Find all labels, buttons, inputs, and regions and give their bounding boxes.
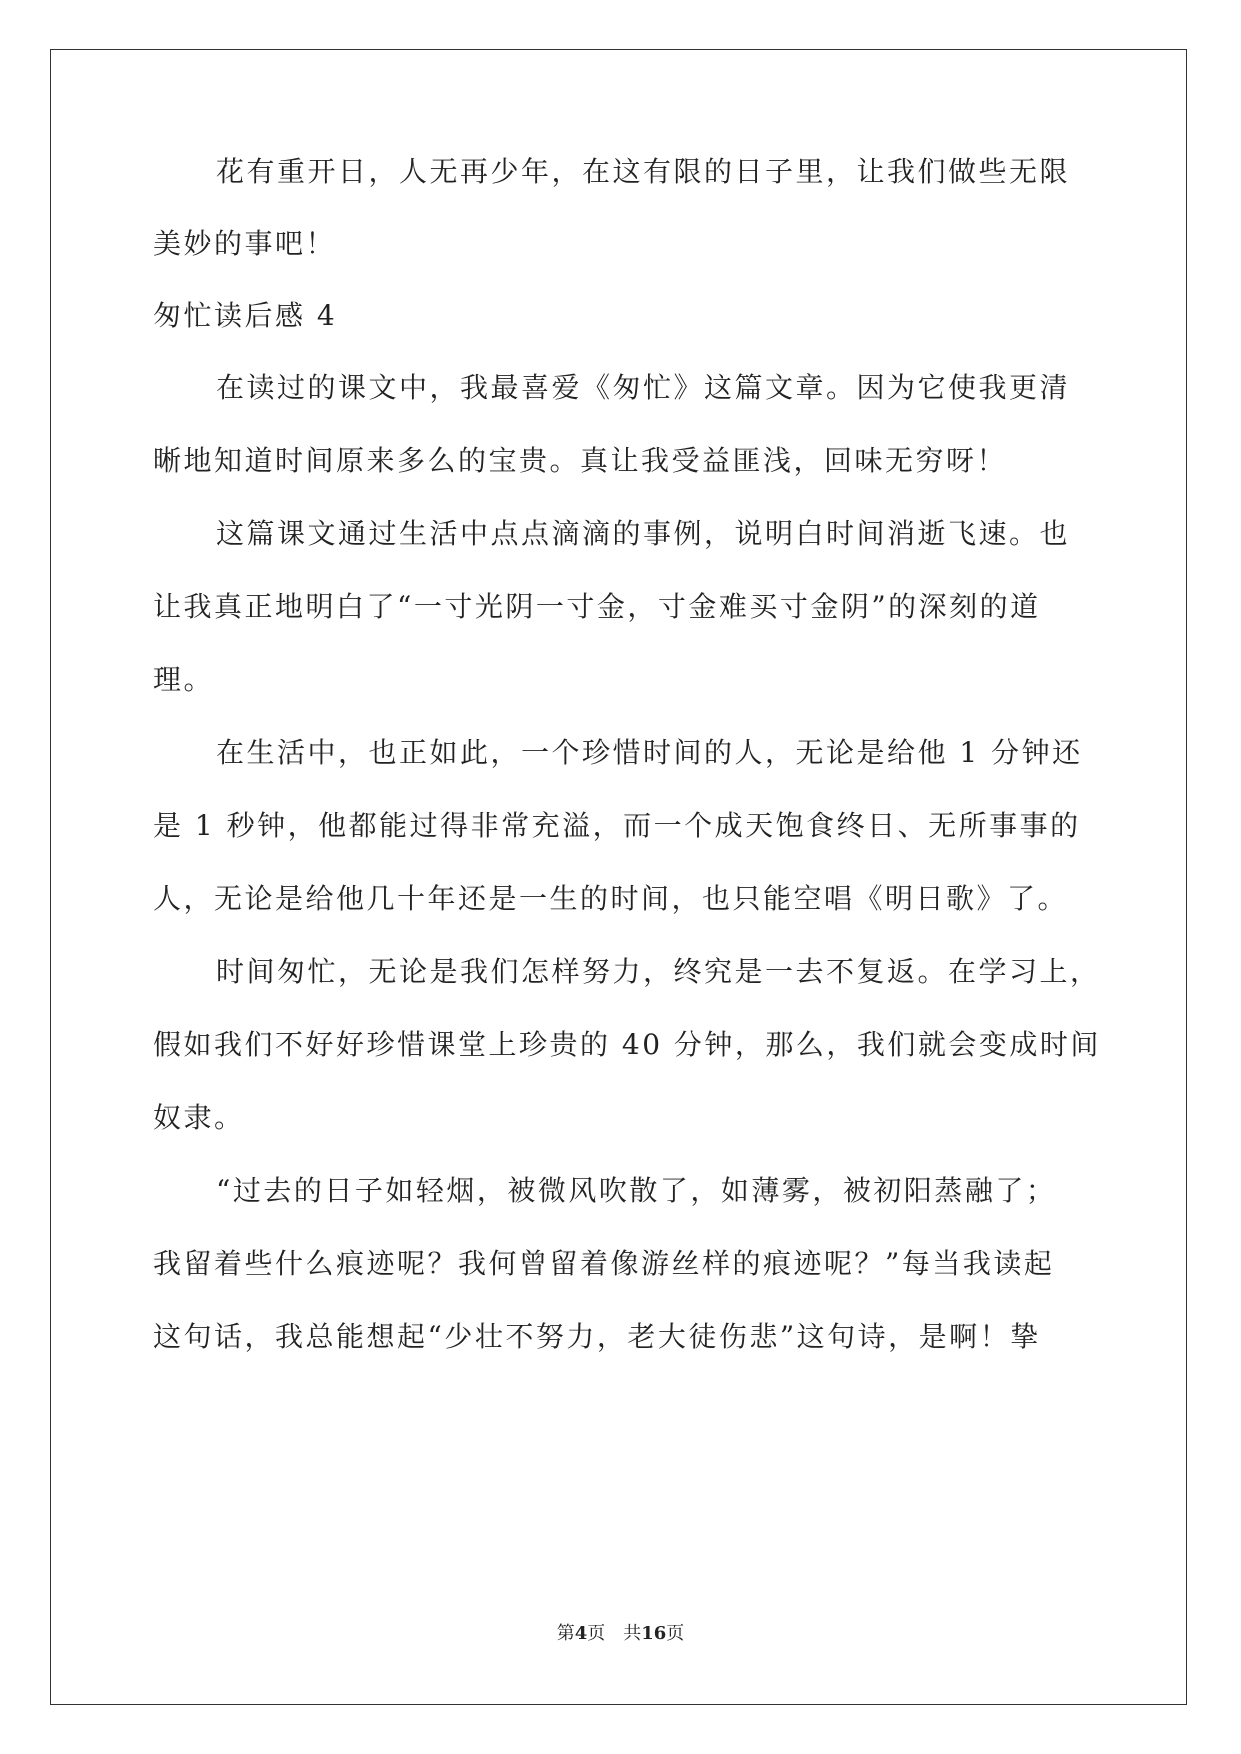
paragraph-line: 美妙的事吧！ (153, 227, 337, 260)
footer-page-suffix: 页 (587, 1623, 606, 1644)
paragraph-line: 理。 (153, 663, 215, 696)
paragraph-line: 假如我们不好好珍惜课堂上珍贵的 40 分钟，那么，我们就会变成时间 (153, 1028, 1101, 1061)
paragraph-line: 人，无论是给他几十年还是一生的时间，也只能空唱《明日歌》了。 (153, 882, 1069, 915)
paragraph-line: 我留着些什么痕迹呢？我何曾留着像游丝样的痕迹呢？”每当我读起 (153, 1247, 1055, 1280)
paragraph-line: 在生活中，也正如此，一个珍惜时间的人，无论是给他 1 分钟还 (216, 736, 1083, 769)
paragraph-line: 在读过的课文中，我最喜爱《匆忙》这篇文章。因为它使我更清 (216, 371, 1071, 404)
paragraph-line: 花有重开日，人无再少年，在这有限的日子里，让我们做些无限 (216, 155, 1071, 188)
total-pages: 16 (641, 1623, 667, 1644)
footer-total-suffix: 页 (666, 1623, 685, 1644)
paragraph-line: 晰地知道时间原来多么的宝贵。真让我受益匪浅，回味无穷呀！ (153, 444, 1008, 477)
paragraph-line: 这篇课文通过生活中点点滴滴的事例，说明白时间消逝飞速。也 (216, 517, 1071, 550)
paragraph-line: 这句话，我总能想起“少壮不努力，老大徒伤悲”这句诗，是啊！挚 (153, 1320, 1041, 1353)
page-footer (0, 1622, 1241, 1646)
section-heading: 匆忙读后感 4 (153, 299, 338, 332)
paragraph-line: 让我真正地明白了“一寸光阴一寸金，寸金难买寸金阴”的深刻的道 (153, 590, 1041, 623)
footer-total-prefix: 共 (623, 1623, 642, 1644)
page-number: 4 (574, 1623, 588, 1644)
footer-prefix: 第 (556, 1623, 575, 1644)
paragraph-line: 是 1 秒钟，他都能过得非常充溢，而一个成天饱食终日、无所事事的 (153, 809, 1081, 842)
paragraph-line: “过去的日子如轻烟，被微风吹散了，如薄雾，被初阳蒸融了； (216, 1174, 1057, 1207)
paragraph-line: 时间匆忙，无论是我们怎样努力，终究是一去不复返。在学习上， (216, 955, 1101, 988)
paragraph-line: 奴隶。 (153, 1101, 245, 1134)
